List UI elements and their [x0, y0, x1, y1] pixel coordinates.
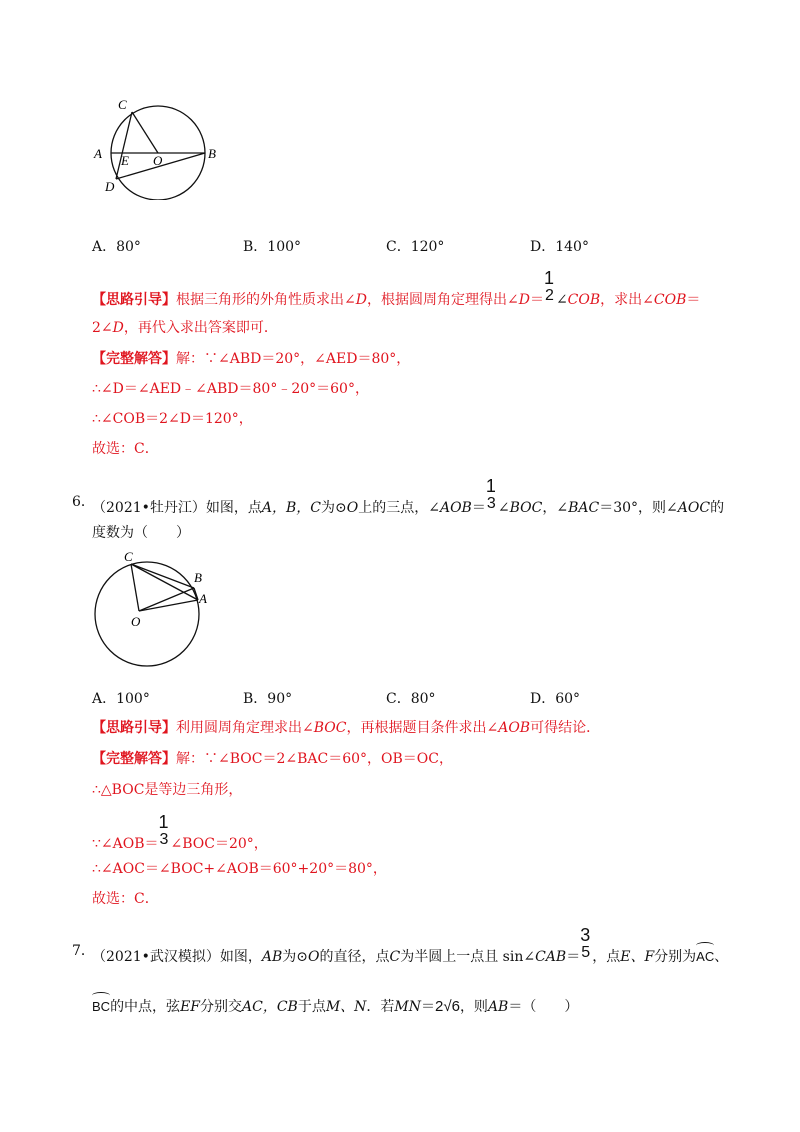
q6-segment-ob	[139, 588, 194, 611]
q7-var: E、F	[620, 949, 655, 965]
q7-text: 分别为	[654, 949, 697, 965]
q5-figure	[88, 95, 228, 200]
q5-label-e: E	[121, 153, 129, 168]
q5-hint-text: ，根据圆周角定理得出∠	[366, 292, 519, 308]
fraction-numerator: 1	[543, 268, 554, 288]
q7-var: M、N	[325, 999, 367, 1015]
q6-answer-fraction	[158, 812, 171, 848]
q5-hint-line-2	[92, 318, 278, 338]
q6-var: O	[346, 500, 359, 516]
q5-label-b: B	[208, 146, 216, 161]
q6-answer-line-2: ∴△BOC是等边三角形，	[92, 782, 243, 798]
q7-number: 7．	[72, 943, 95, 959]
q7-text: ＝	[421, 999, 436, 1015]
q6-segment-oc	[131, 564, 139, 611]
q7-text: ，则	[459, 999, 488, 1015]
fraction-denominator: 5	[581, 944, 591, 961]
q6-var: BAC	[568, 500, 600, 516]
q5-option-c: C．120°	[386, 239, 445, 255]
q6-circle	[95, 562, 199, 666]
q7-text: 于点	[297, 999, 326, 1015]
q7-text: ．若	[366, 999, 395, 1015]
q5-option-b: B．100°	[243, 239, 302, 255]
q7-var: O	[308, 949, 320, 965]
q5-hint-text: 根据三角形的外角性质求出∠	[176, 292, 356, 308]
q7-stem-line-1	[92, 925, 729, 967]
q6-option-d: D．60°	[530, 691, 581, 707]
q7-text: 的直径，点	[319, 949, 390, 965]
q6-stem-line-2: 度数为（ ）	[92, 525, 190, 541]
q7-var: AB	[261, 949, 283, 965]
q5-label-c: C	[118, 97, 127, 112]
q5-hint-var: COB	[567, 292, 601, 308]
q6-answer-line-1	[92, 749, 453, 769]
fraction-numerator: 1	[485, 476, 496, 496]
q6-answer-line-5: 故选：C．	[92, 891, 159, 907]
q6-figure	[88, 548, 213, 670]
q5-answer-line-4: 故选：C．	[92, 441, 159, 457]
q7-text: 、	[714, 949, 729, 965]
q6-hint-var: BOC	[313, 720, 347, 736]
q6-hint-tag: 【思路引导】	[92, 720, 176, 736]
q6-var: AOB	[439, 500, 472, 516]
q5-hint-var: D	[518, 292, 530, 308]
q5-hint-var: COB	[653, 292, 687, 308]
q5-answer-tag: 【完整解答】	[92, 351, 176, 367]
q6-text: 上的三点，∠	[358, 500, 440, 516]
q6-text: ，∠	[542, 500, 569, 516]
fraction-denominator: 3	[486, 495, 496, 512]
q6-stem-line-1	[92, 476, 725, 518]
q6-hint-text: ，再根据题目条件求出∠	[346, 720, 499, 736]
q5-answer-line-3: ∴∠COB＝2∠D＝120°，	[92, 411, 253, 427]
q7-var: AB	[487, 999, 509, 1015]
q7-var: AC，CB	[242, 999, 298, 1015]
fraction-denominator: 3	[159, 831, 169, 848]
q5-answer-line-1	[92, 349, 410, 369]
q5-hint-text: ＝	[686, 292, 701, 308]
q7-text: （2021•武汉模拟）如图，	[92, 949, 262, 965]
fraction-numerator: 1	[158, 812, 169, 832]
q7-text: ＝	[566, 949, 581, 965]
q5-hint-tag: 【思路引导】	[92, 292, 176, 308]
q7-text: 的中点，弦	[110, 999, 181, 1015]
q6-segment-oa	[139, 600, 198, 611]
q6-answer-line-3	[92, 812, 268, 854]
q5-option-a: A．80°	[92, 239, 141, 255]
q6-text: （2021•牡丹江）如图，点	[92, 500, 262, 516]
q6-fraction	[485, 476, 498, 512]
q6-text: ＝	[471, 500, 486, 516]
q6-text: ＝30°，则∠	[599, 500, 678, 516]
q5-hint-fraction	[543, 268, 556, 304]
q5-hint-var: D	[355, 292, 367, 308]
q5-hint-line-1	[92, 268, 701, 310]
q5-label-d: D	[105, 179, 115, 194]
q6-hint-var: AOB	[498, 720, 531, 736]
q7-var: C	[389, 949, 401, 965]
q6-answer-text: 解：∵∠BOC＝2∠BAC＝60°，OB＝OC，	[176, 751, 453, 767]
q6-text: 为⊙	[321, 500, 347, 516]
q6-option-c: C．80°	[386, 691, 436, 707]
q6-answer-tag: 【完整解答】	[92, 751, 176, 767]
q7-fraction	[580, 925, 592, 961]
fraction-denominator: 2	[544, 287, 554, 304]
q5-hint-var: D	[112, 320, 124, 336]
q6-label-o: O	[131, 614, 141, 629]
q6-answer-line-4: ∴∠AOC＝∠BOC+∠AOB＝60°+20°＝80°，	[92, 861, 387, 877]
q6-option-a: A．100°	[92, 691, 150, 707]
q6-hint-text: 利用圆周角定理求出∠	[176, 720, 314, 736]
q7-arc-bc: BC	[92, 997, 110, 1017]
q6-hint-text: 可得结论．	[530, 720, 601, 736]
q6-label-a: A	[199, 591, 207, 606]
q6-var: AOC	[677, 500, 711, 516]
q5-chord-cd	[116, 112, 132, 179]
q5-hint-text: ，再代入求出答案即可．	[123, 320, 278, 336]
q6-text: 的	[710, 500, 725, 516]
q7-var: MN	[394, 999, 422, 1015]
q7-text: 分别交	[200, 999, 242, 1015]
q5-hint-text: ，求出∠	[600, 292, 654, 308]
q6-label-b: B	[194, 570, 202, 585]
q5-label-o: O	[153, 153, 163, 168]
q7-text: 为⊙	[282, 949, 309, 965]
fraction-numerator: 3	[580, 925, 591, 945]
q5-hint-text: 2∠	[92, 320, 113, 336]
q7-text: ，点	[592, 949, 621, 965]
q5-answer-line-2: ∴∠D＝∠AED﹣∠ABD＝80°﹣20°＝60°，	[92, 381, 369, 397]
q7-arc-ac: AC	[696, 947, 714, 967]
q6-var: BOC	[509, 500, 543, 516]
q7-sqrt-value: 2√6	[435, 998, 460, 1015]
q6-hint-line	[92, 718, 600, 738]
q6-text: ∠	[497, 500, 510, 516]
q6-answer-text: ∠BOC＝20°，	[170, 836, 268, 852]
q5-option-d: D．140°	[530, 239, 589, 255]
q5-answer-text: 解：∵∠ABD＝20°，∠AED＝80°，	[176, 351, 411, 367]
q6-option-b: B．90°	[243, 691, 293, 707]
q6-number: 6．	[72, 494, 95, 510]
q5-segment-co	[132, 112, 158, 153]
q5-label-a: A	[94, 146, 102, 161]
q5-hint-text: ∠	[555, 292, 568, 308]
q6-answer-text: ∵∠AOB＝	[92, 836, 159, 852]
q5-hint-text: ＝	[529, 292, 544, 308]
q6-label-c: C	[124, 549, 133, 564]
q7-var: EF	[180, 999, 200, 1015]
q6-segment-cb	[131, 564, 194, 588]
q7-text: ＝（ ）	[508, 999, 579, 1015]
q7-text: 为半圆上一点且 sin∠	[400, 949, 536, 965]
q7-var: CAB	[535, 949, 567, 965]
q6-var: A，B，C	[261, 500, 322, 516]
q7-stem-line-2	[92, 997, 578, 1017]
